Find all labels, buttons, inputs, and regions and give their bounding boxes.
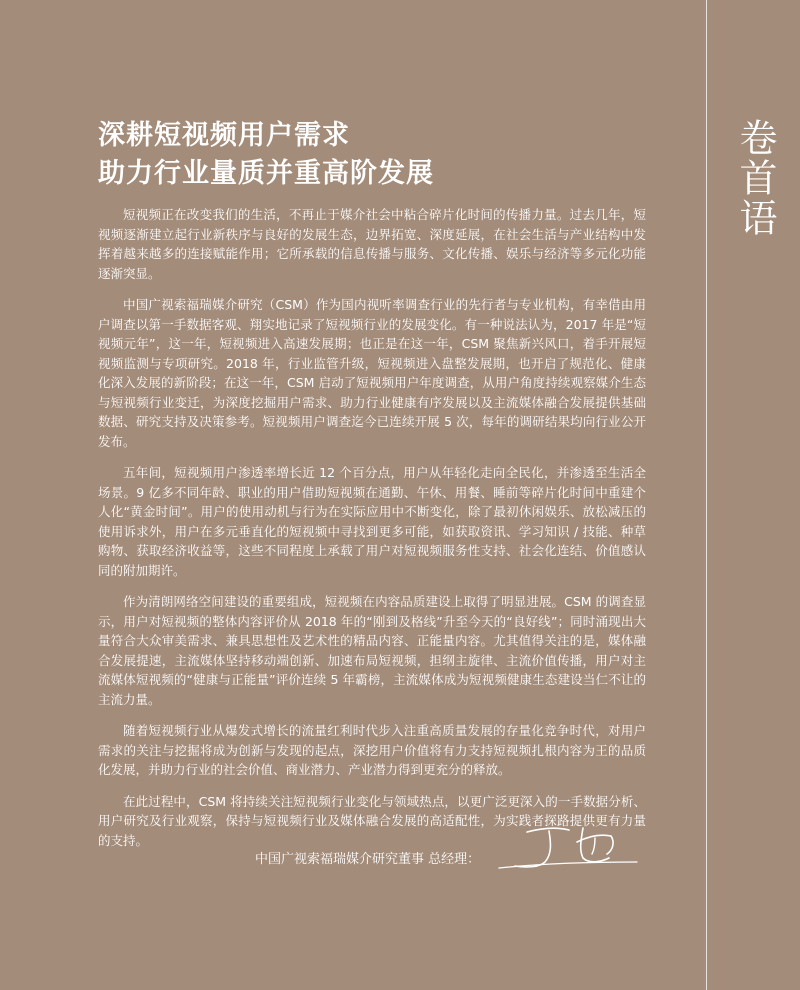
- handwritten-signature: [497, 818, 647, 878]
- signature-block: [255, 818, 655, 878]
- paragraph-5: 随着短视频行业从爆发式增长的流量红利时代步入注重高质量发展的存量化竞争时代，对用户需求的关注与挖掘将成为创新与发现的起点，深挖用户价值将有力支持短视频扎根内容为王的品质化发展，并助力行业的社会价值、商业潜力、产业潜力得到更充分的释放。: [98, 723, 646, 777]
- body-text: [98, 205, 646, 862]
- title-line-1: 深耕短视频用户需求: [98, 120, 350, 151]
- paragraph-2: 中国广视索福瑞媒介研究（CSM）作为国内视听率调查行业的先行者与专业机构，有幸借由用户调查以第一手数据客观、翔实地记录了短视频行业的发展变化。有一种说法认为，2017 年是“短视频元年”，这一年，短视频进入高速发展期；也正是在这一年，CSM 聚焦新兴风口，着手开展短视频监测与专项研究。2018 年，行业监管升级，短视频进入盘整发展期，也开启了规范化、健康化深入发展的新阶段；在这一年，CSM 启动了短视频用户年度调查，从用户角度持续观察媒介生态与短视频行业变迁，为深度挖掘用户需求、助力行业健康有序发展以及主流媒体融合发展提供基础数据、研究支持及决策参考。短视频用户调查迄今已连续开展 5 次，每年的调研结果均向行业公开发布。: [98, 297, 646, 449]
- paragraph-6: 在此过程中，CSM 将持续关注短视频行业变化与领域热点，以更广泛更深入的一手数据分析、用户研究及行业观察，保持与短视频行业及媒体融合发展的高适配性，为实践者探路提供更有力量的支持。: [98, 793, 646, 848]
- vertical-divider: [706, 0, 707, 990]
- title-line-2: 助力行业量质并重高阶发展: [98, 158, 434, 189]
- signature-label: 中国广视索福瑞媒介研究董事 总经理：: [255, 852, 481, 867]
- paragraph-3: 五年间，短视频用户渗透率增长近 12 个百分点，用户从年轻化走向全民化，并渗透至生活全场景。9 亿多不同年龄、职业的用户借助短视频在通勤、午休、用餐、睡前等碎片化时间中重建个人化“黄金时间”。用户的使用动机与行为在实际应用中不断变化，除了最初休闲娱乐、放松减压的使用诉求外，用户在多元垂直化的短视频中寻找到更多可能，如获取资讯、学习知识 / 技能、种草购物、获取经济收益等，这些不同程度上承载了用户对短视频服务性支持、社会化连结、价值感认同的附加期许。: [98, 465, 646, 578]
- paragraph-1: 短视频正在改变我们的生活，不再止于媒介社会中粘合碎片化时间的传播力量。过去几年，短视频逐渐建立起行业新秩序与良好的发展生态，边界拓宽、深度延展，在社会生活与产业结构中发挥着越来越多的连接赋能作用；它所承载的信息传播与服务、文化传播、娱乐与经济等多元化功能逐渐突显。: [98, 207, 646, 281]
- paragraph-4: 作为清朗网络空间建设的重要组成，短视频在内容品质建设上取得了明显进展。CSM 的调查显示，用户对短视频的整体内容评价从 2018 年的“刚到及格线”升至今天的“良好线”；同时涌现出大量符合大众审美需求、兼具思想性及艺术性的精品内容、正能量内容。尤其值得关注的是，媒体融合发展提速，主流媒体坚持移动端创新、加速布局短视频，担纲主旋律、主流价值传播，用户对主流媒体短视频的“健康与正能量”评价连续 5 年霸榜，主流媒体成为短视频健康生态建设当仁不让的主流力量。: [98, 594, 646, 707]
- page-title: [98, 117, 678, 193]
- section-label: 卷首语: [733, 118, 777, 238]
